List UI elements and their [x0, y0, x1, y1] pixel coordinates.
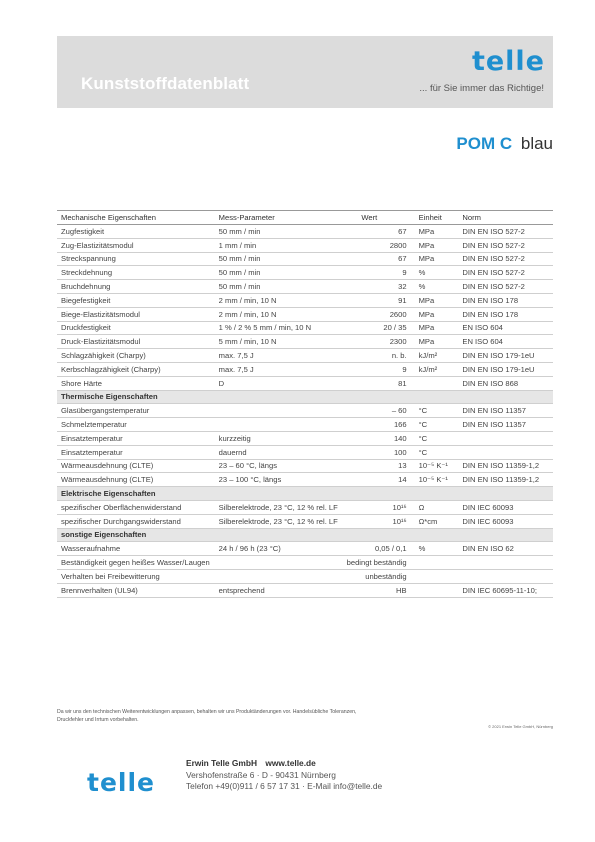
cell-property: Einsatztemperatur [61, 433, 123, 443]
cell-property: spezifischer Oberflächenwiderstand [61, 502, 182, 512]
cell-norm: EN ISO 604 [462, 323, 503, 333]
cell-value: HB [396, 585, 407, 595]
cell-property: Shore Härte [61, 378, 102, 388]
cell-value: 67 [398, 254, 407, 264]
cell-property: Beständigkeit gegen heißes Wasser/Laugen [61, 558, 210, 568]
cell-unit [411, 376, 459, 390]
table-row [57, 445, 553, 459]
cell-value: 2300 [389, 337, 407, 347]
cell-norm: DIN EN ISO 527-2 [462, 268, 525, 278]
cell-value: 14 [398, 475, 407, 485]
cell-property: Biege-Elastizitätsmodul [61, 309, 140, 319]
cell-property: Wasseraufnahme [61, 544, 121, 554]
cell-norm [458, 431, 553, 445]
cell-property: Einsatztemperatur [61, 447, 123, 457]
cell-norm: DIN EN ISO 179-1eU [462, 364, 535, 374]
thermal-section [57, 390, 553, 404]
cell-property: Wärmeausdehnung (CLTE) [61, 461, 154, 471]
cell-property: Zug-Elastizitätsmodul [61, 240, 134, 250]
cell-property: Streckdehnung [61, 268, 113, 278]
cell-property: Brennverhalten (UL94) [61, 585, 138, 595]
table-row [57, 238, 553, 252]
cell-norm: DIN EN ISO 62 [462, 544, 514, 554]
website-link[interactable]: www.telle.de [265, 758, 316, 768]
section-title: sonstige Eigenschaften [57, 528, 553, 542]
address: Vershofenstraße 6 · D - 90431 Nürnberg [186, 769, 336, 780]
section-title: Thermische Eigenschaften [57, 390, 553, 404]
column-header-parameter: Mess-Parameter [215, 211, 358, 225]
section-header-other [57, 528, 553, 542]
cell-value: 9 [402, 364, 407, 374]
cell-unit: °C [418, 447, 428, 457]
cell-parameter: 24 h / 96 h (23 °C) [218, 544, 281, 554]
cell-norm: DIN IEC 60093 [462, 502, 514, 512]
cell-unit: Ω [418, 502, 425, 512]
cell-norm: DIN EN ISO 11359-1,2 [462, 475, 540, 485]
cell-property: Biegefestigkeit [61, 295, 111, 305]
cell-value: 166 [393, 420, 407, 430]
cell-unit: °C [418, 433, 428, 443]
cell-value: 10¹⁶ [392, 502, 407, 512]
table-row [57, 293, 553, 307]
table-row [57, 569, 553, 583]
cell-norm: DIN EN ISO 527-2 [462, 240, 525, 250]
section-header-electrical [57, 487, 553, 501]
cell-unit: 10⁻⁵ K⁻¹ [418, 461, 448, 471]
cell-property: spezifischer Durchgangswiderstand [61, 516, 181, 526]
table-row [57, 376, 553, 390]
telle-logo: telle [471, 46, 545, 77]
cell-unit: MPa [418, 240, 435, 250]
cell-value: 100 [393, 447, 407, 457]
cell-norm: DIN EN ISO 527-2 [462, 226, 525, 236]
cell-value: 91 [398, 295, 407, 305]
cell-norm: DIN EN ISO 179-1eU [462, 351, 535, 361]
cell-value: 2600 [389, 309, 407, 319]
product-code: POM C [456, 134, 513, 153]
cell-unit: kJ/m² [418, 351, 438, 361]
column-header-value: Wert [357, 211, 410, 225]
table-row [57, 418, 553, 432]
cell-property: Bruchdehnung [61, 282, 111, 292]
cell-property: Streckspannung [61, 254, 116, 264]
table-row [57, 556, 553, 570]
cell-value: 140 [393, 433, 407, 443]
cell-norm: DIN IEC 60695-11-10; [462, 585, 537, 595]
table-row [57, 252, 553, 266]
column-header-norm: Norm [458, 211, 553, 225]
header-band [57, 36, 553, 108]
cell-unit: Ω*cm [418, 516, 438, 526]
disclaimer-text: Da wir uns den technischen Weiterentwicklungen anpassen, behalten wir uns Produktänderungen vor. Handelsübliche Toleranzen, Druckfehler und Irrtum vorbehalten. [57, 709, 357, 723]
cell-parameter: Silberelektrode, 23 °C, 12 % rel. LF [218, 516, 338, 526]
cell-parameter: 50 mm / min [218, 282, 261, 292]
document-title: Kunststoffdatenblatt [81, 74, 250, 93]
cell-unit: 10⁻⁵ K⁻¹ [418, 475, 448, 485]
cell-parameter: 23 – 100 °C, längs [218, 475, 282, 485]
properties-table [57, 210, 553, 598]
table-row [57, 307, 553, 321]
cell-parameter: 50 mm / min [218, 254, 261, 264]
cell-unit: % [418, 544, 426, 554]
cell-value: 32 [398, 282, 407, 292]
cell-parameter: dauernd [218, 447, 247, 457]
cell-norm: DIN EN ISO 11357 [462, 420, 526, 430]
cell-parameter: 2 mm / min, 10 N [218, 309, 277, 319]
cell-value: 0,05 / 0,1 [374, 544, 407, 554]
cell-property: Schmelztemperatur [61, 420, 127, 430]
table-row [57, 266, 553, 280]
cell-unit: MPa [418, 254, 435, 264]
cell-value: 81 [398, 378, 407, 388]
column-header-property: Mechanische Eigenschaften [57, 211, 215, 225]
cell-unit: MPa [418, 309, 435, 319]
table-row [57, 280, 553, 294]
cell-norm: DIN IEC 60093 [462, 516, 514, 526]
cell-norm: DIN EN ISO 527-2 [462, 282, 525, 292]
table-row [57, 583, 553, 597]
cell-parameter: 50 mm / min [218, 226, 261, 236]
contact-line: Telefon +49(0)911 / 6 57 17 31 · E-Mail info@telle.de [186, 781, 383, 791]
cell-value: 67 [398, 226, 407, 236]
cell-parameter: kurzzeitig [218, 433, 251, 443]
cell-parameter [215, 418, 358, 432]
table-row [57, 459, 553, 473]
cell-value: 20 / 35 [383, 323, 407, 333]
cell-parameter: 1 mm / min [218, 240, 257, 250]
electrical-rows [57, 500, 553, 528]
cell-value: n. b. [391, 351, 407, 361]
section-header-thermal [57, 390, 553, 404]
cell-norm: DIN EN ISO 868 [462, 378, 519, 388]
table-row [57, 321, 553, 335]
cell-unit: MPa [418, 226, 435, 236]
electrical-section [57, 487, 553, 501]
table-row [57, 404, 553, 418]
company-name: Erwin Telle GmbH [186, 758, 258, 768]
table-row [57, 473, 553, 487]
table-row [57, 349, 553, 363]
cell-property: Druckfestigkeit [61, 323, 111, 333]
table-row [57, 542, 553, 556]
cell-parameter: 1 % / 2 % 5 mm / min, 10 N [218, 323, 312, 333]
cell-property: Glasübergangstemperatur [61, 406, 150, 416]
cell-parameter: 50 mm / min [218, 268, 261, 278]
table-row [57, 362, 553, 376]
cell-property: Schlagzähigkeit (Charpy) [61, 351, 146, 361]
cell-property: Zugfestigkeit [61, 226, 105, 236]
cell-unit: MPa [418, 323, 435, 333]
cell-norm: DIN EN ISO 11359-1,2 [462, 461, 540, 471]
product-color: blau [520, 134, 553, 153]
section-title: Elektrische Eigenschaften [57, 487, 553, 501]
cell-property: Druck-Elastizitätsmodul [61, 337, 141, 347]
cell-parameter: 5 mm / min, 10 N [218, 337, 277, 347]
cell-property: Verhalten bei Freibewitterung [61, 571, 160, 581]
cell-value: 13 [398, 461, 407, 471]
cell-parameter: entsprechend [218, 585, 265, 595]
copyright-note: © 2021 Erwin Telle GmbH, Nürnberg [488, 724, 553, 729]
tagline: ... für Sie immer das Richtige! [419, 83, 544, 94]
cell-unit: MPa [418, 337, 435, 347]
cell-norm: DIN EN ISO 178 [462, 295, 519, 305]
cell-norm: DIN EN ISO 527-2 [462, 254, 525, 264]
mechanical-rows [57, 225, 553, 391]
cell-unit: kJ/m² [418, 364, 438, 374]
table-header-row [57, 211, 553, 225]
cell-parameter: 23 – 60 °C, längs [218, 461, 278, 471]
cell-property: Wärmeausdehnung (CLTE) [61, 475, 154, 485]
table-row [57, 335, 553, 349]
table-row [57, 500, 553, 514]
cell-parameter: max. 7,5 J [218, 364, 254, 374]
thermal-rows [57, 404, 553, 487]
table-row [57, 431, 553, 445]
cell-parameter [215, 404, 358, 418]
cell-unit [411, 583, 459, 597]
cell-parameter: Silberelektrode, 23 °C, 12 % rel. LF [218, 502, 338, 512]
cell-value: 9 [402, 268, 407, 278]
cell-unit: °C [418, 420, 428, 430]
cell-unit: MPa [418, 295, 435, 305]
cell-norm: DIN EN ISO 178 [462, 309, 519, 319]
cell-value: 10¹⁶ [392, 516, 407, 526]
cell-value: bedingt beständig [346, 558, 407, 568]
cell-norm: DIN EN ISO 11357 [462, 406, 526, 416]
cell-parameter: D [218, 378, 225, 388]
cell-parameter: max. 7,5 J [218, 351, 254, 361]
cell-norm [458, 445, 553, 459]
other-section [57, 528, 553, 597]
footer-contact [186, 758, 382, 793]
table-row [57, 514, 553, 528]
footer-telle-logo: telle [87, 768, 156, 797]
column-header-unit: Einheit [411, 211, 459, 225]
cell-unit: % [418, 282, 426, 292]
cell-norm: EN ISO 604 [462, 337, 503, 347]
cell-property: Kerbschlagzähigkeit (Charpy) [61, 364, 161, 374]
table-row [57, 225, 553, 239]
cell-value: – 60 [391, 406, 407, 416]
cell-parameter: 2 mm / min, 10 N [218, 295, 277, 305]
cell-unit: % [418, 268, 426, 278]
cell-value: unbeständig [365, 571, 407, 581]
cell-unit: °C [418, 406, 428, 416]
cell-value: 2800 [389, 240, 407, 250]
product-heading [456, 134, 553, 154]
